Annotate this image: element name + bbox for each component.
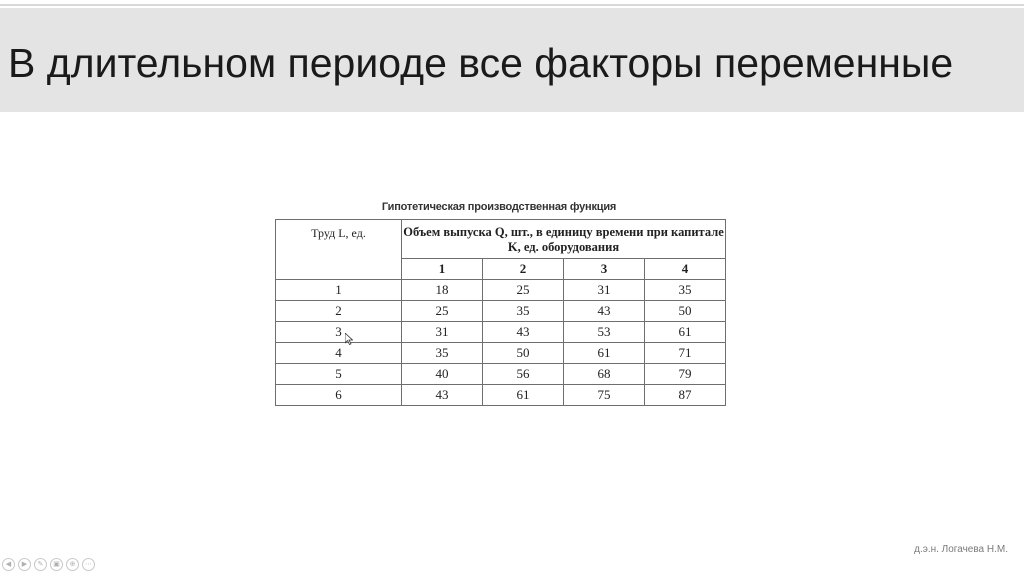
output-cell: 61 <box>645 322 726 343</box>
production-function-table <box>275 219 726 406</box>
output-cell: 25 <box>483 280 564 301</box>
mouse-pointer-icon <box>345 333 353 345</box>
author-credit: д.э.н. Логачева Н.М. <box>914 544 1008 555</box>
top-divider <box>0 4 1024 6</box>
output-cell: 18 <box>402 280 483 301</box>
capital-level-3: 3 <box>564 259 645 280</box>
next-icon[interactable]: ▶ <box>18 558 31 571</box>
output-cell: 87 <box>645 385 726 406</box>
output-cell: 40 <box>402 364 483 385</box>
output-cell: 43 <box>564 301 645 322</box>
capital-level-1: 1 <box>402 259 483 280</box>
zoom-icon[interactable]: ⊕ <box>66 558 79 571</box>
prev-icon[interactable]: ◀ <box>2 558 15 571</box>
output-cell: 35 <box>402 343 483 364</box>
output-cell: 61 <box>564 343 645 364</box>
labor-cell: 3 <box>276 322 402 343</box>
output-cell: 31 <box>402 322 483 343</box>
slide-title: В длительном периоде все факторы переменные <box>8 40 954 86</box>
output-cell: 35 <box>645 280 726 301</box>
pen-icon[interactable]: ✎ <box>34 558 47 571</box>
labor-header: Труд L, ед. <box>276 220 402 280</box>
output-cell: 68 <box>564 364 645 385</box>
table-row <box>276 322 726 343</box>
output-cell: 31 <box>564 280 645 301</box>
output-cell: 25 <box>402 301 483 322</box>
output-cell: 53 <box>564 322 645 343</box>
table-row <box>276 280 726 301</box>
output-cell: 61 <box>483 385 564 406</box>
table-row <box>276 343 726 364</box>
output-cell: 79 <box>645 364 726 385</box>
table-row <box>276 385 726 406</box>
labor-cell: 5 <box>276 364 402 385</box>
capital-level-4: 4 <box>645 259 726 280</box>
capital-level-2: 2 <box>483 259 564 280</box>
more-icon[interactable]: ⋯ <box>82 558 95 571</box>
output-cell: 50 <box>483 343 564 364</box>
output-cell: 43 <box>483 322 564 343</box>
table-caption: Гипотетическая производственная функция <box>381 201 617 213</box>
title-band <box>0 8 1024 112</box>
labor-cell: 6 <box>276 385 402 406</box>
labor-cell: 1 <box>276 280 402 301</box>
labor-cell: 4 <box>276 343 402 364</box>
output-cell: 43 <box>402 385 483 406</box>
labor-cell: 2 <box>276 301 402 322</box>
output-cell: 75 <box>564 385 645 406</box>
output-header: Объем выпуска Q, шт., в единицу времени при капитале K, ед. оборудования <box>402 220 726 259</box>
output-cell: 71 <box>645 343 726 364</box>
slideshow-controls <box>2 558 95 571</box>
output-cell: 56 <box>483 364 564 385</box>
output-cell: 35 <box>483 301 564 322</box>
table-row <box>276 364 726 385</box>
output-cell: 50 <box>645 301 726 322</box>
slides-icon[interactable]: ▣ <box>50 558 63 571</box>
table-row <box>276 301 726 322</box>
